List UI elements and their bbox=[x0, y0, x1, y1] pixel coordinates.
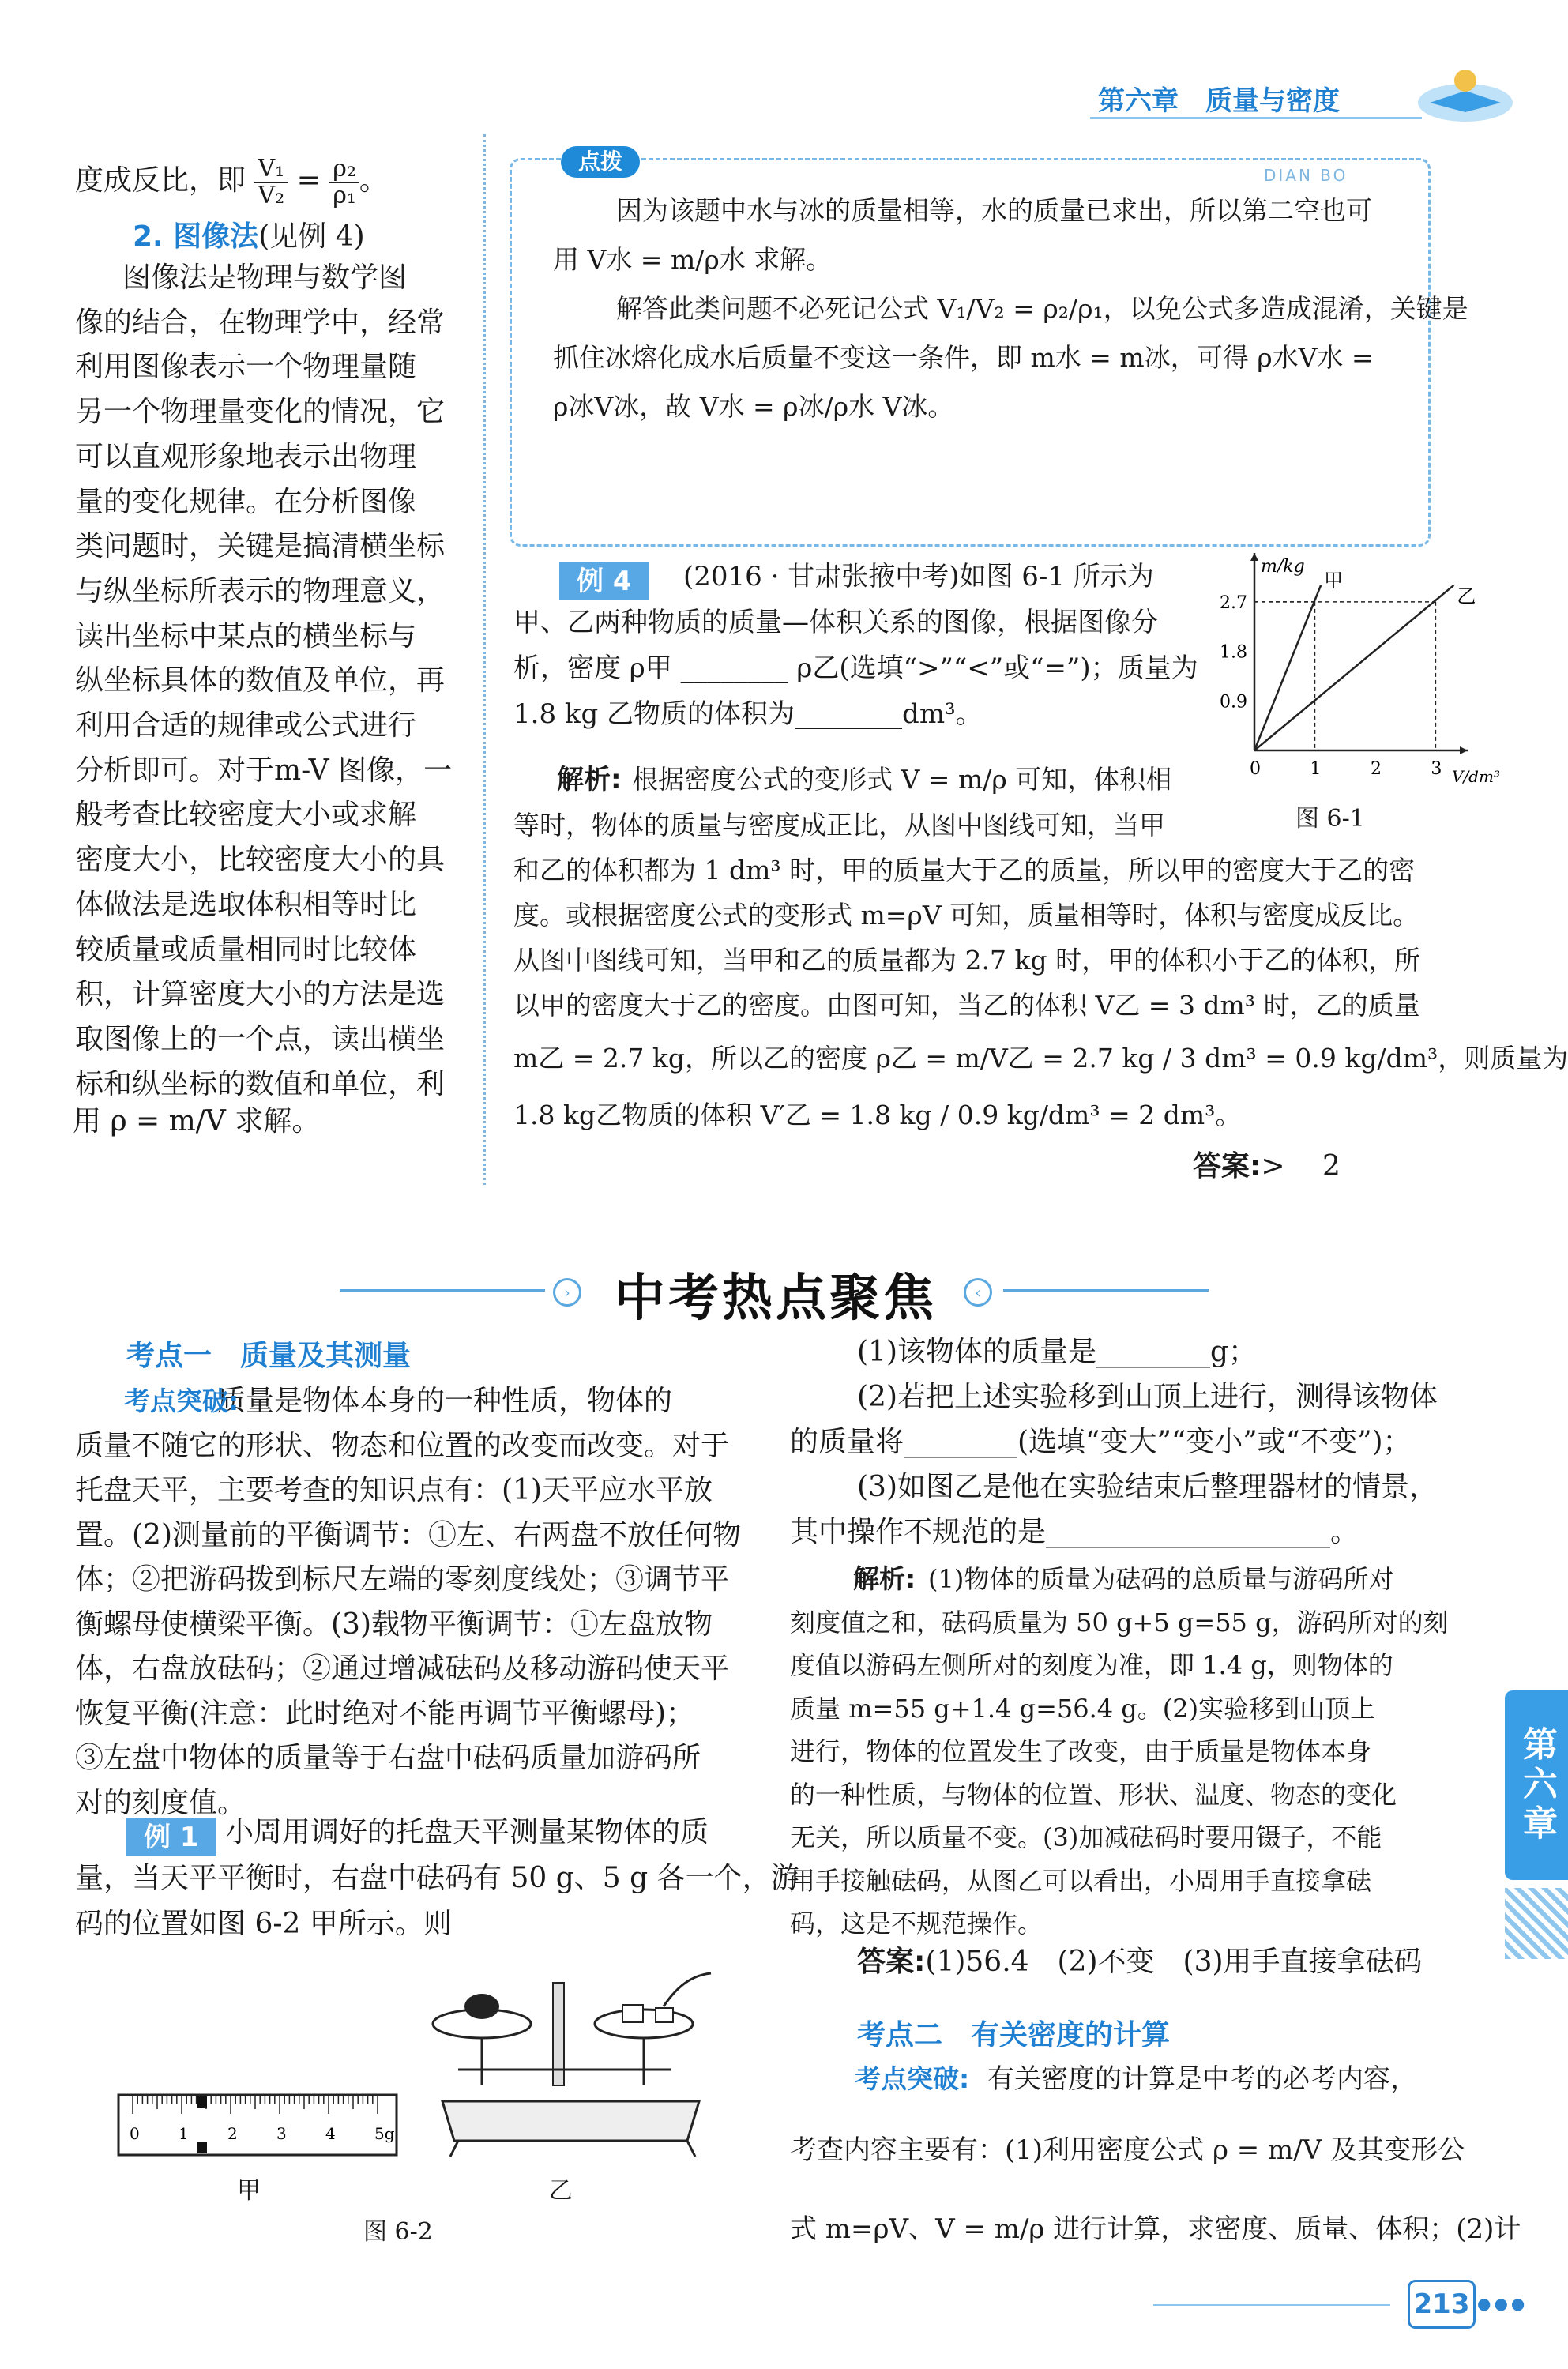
side-tab-stripe bbox=[1505, 1888, 1568, 1959]
y-tick-label: 0.9 bbox=[1220, 692, 1247, 713]
text-line: 体，右盘放砝码；②通过增减砝码及移动游码使天平 bbox=[75, 1653, 730, 1685]
page-number: 213 bbox=[1408, 2280, 1476, 2329]
x-axis-label: V/dm³ bbox=[1452, 767, 1500, 786]
text-line: 量的变化规律。在分析图像 bbox=[75, 485, 417, 518]
x-tick-label: 1 bbox=[1310, 759, 1322, 779]
text-line: 析，密度 ρ甲 ________ ρ乙(选填“>”“<”或“=”)；质量为 bbox=[513, 652, 1198, 684]
text-line: 以甲的密度大于乙的密度。由图可知，当乙的体积 V乙 = 3 dm³ 时，乙的质量 bbox=[513, 990, 1420, 1021]
text-line: 质量 m=55 g+1.4 g=56.4 g。(2)实验移到山顶上 bbox=[790, 1693, 1376, 1724]
arrow-left-icon: ‹ bbox=[964, 1278, 992, 1307]
text-line: 质量不随它的形状、物态和位置的改变而改变。对于 bbox=[75, 1429, 730, 1462]
example4-answer: 答案:> 2 bbox=[1193, 1150, 1341, 1183]
text-line: 因为该题中水与冰的质量相等，水的质量已求出，所以第二空也可 bbox=[616, 195, 1372, 226]
figure-6-2-caption: 图 6-2 bbox=[363, 2218, 433, 2246]
text-line: 度值以游码左侧所对的刻度为准，即 1.4 g，则物体的 bbox=[790, 1650, 1393, 1680]
text-line: 般考查比较密度大小或求解 bbox=[75, 799, 417, 832]
text-line: 质量是物体本身的一种性质，物体的 bbox=[217, 1385, 673, 1417]
label-jia: 甲 bbox=[237, 2177, 261, 2205]
text-line: 对的刻度值。 bbox=[75, 1786, 246, 1819]
y-tick-label: 1.8 bbox=[1220, 642, 1247, 663]
text-line: 度。或根据密度公式的变形式 m=ρV 可知，质量相等时，体积与密度成反比。 bbox=[513, 900, 1419, 931]
section-title: 中考热点聚焦 bbox=[615, 1269, 937, 1328]
text-line: 刻度值之和，砝码质量为 50 g+5 g=55 g，游码所对的刻 bbox=[790, 1607, 1449, 1638]
text-line: 读出坐标中某点的横坐标与 bbox=[75, 619, 417, 652]
text-line: 1.8 kg乙物质的体积 V′乙 = 1.8 kg / 0.9 kg/dm³ = 2 dm³。 bbox=[513, 1100, 1242, 1130]
text-line: 纵坐标具体的数值及单位，再 bbox=[75, 664, 446, 698]
kaodian1-title: 考点一 质量及其测量 bbox=[126, 1340, 412, 1372]
series-line bbox=[1254, 585, 1321, 750]
text-line: 像的结合，在物理学中，经常 bbox=[75, 306, 446, 339]
text-line: (2016 · 甘肃张掖中考)如图 6-1 所示为 bbox=[683, 561, 1154, 592]
ruler-tick-label: 4 bbox=[325, 2124, 336, 2143]
method-heading: 2. 图像法(见例 4) bbox=[133, 220, 365, 253]
chapter-side-tab: 第六章 bbox=[1505, 1690, 1568, 1880]
text-line: 和乙的体积都为 1 dm³ 时，甲的质量大于乙的质量，所以甲的密度大于乙的密 bbox=[513, 855, 1416, 886]
text-line: 置。(2)测量前的平衡调节：①左、右两盘不放任何物 bbox=[75, 1518, 741, 1551]
text-line: 标和纵坐标的数值和单位，利 bbox=[75, 1067, 446, 1100]
x-axis-arrow-icon bbox=[1460, 746, 1468, 754]
text-line: (3)如图乙是他在实验结束后整理器材的情景， bbox=[857, 1471, 1438, 1503]
y-tick-label: 2.7 bbox=[1220, 592, 1247, 613]
text-line: 积，计算密度大小的方法是选 bbox=[75, 978, 446, 1011]
label-yi: 乙 bbox=[549, 2177, 573, 2205]
text-line: 有关密度的计算是中考的必考内容， bbox=[987, 2063, 1417, 2095]
ruler-tick-label: 1 bbox=[179, 2124, 189, 2143]
text-line: 码，这是不规范操作。 bbox=[790, 1908, 1043, 1938]
ruler-tick-label: 3 bbox=[276, 2124, 287, 2143]
text-line: 另一个物理量变化的情况，它 bbox=[75, 396, 446, 429]
text-line: 解答此类问题不必死记公式 V₁/V₂ = ρ₂/ρ₁，以免公式多造成混淆，关键是 bbox=[616, 293, 1468, 324]
text-line: (2)若把上述实验移到山顶上进行，测得该物体 bbox=[857, 1381, 1438, 1413]
text-line: ③左盘中物体的质量等于右盘中砝码质量加游码所 bbox=[75, 1742, 701, 1774]
text-line: 体；②把游码拨到标尺左端的零刻度线处；③调节平 bbox=[75, 1563, 730, 1596]
text-line: 用手接触砝码，从图乙可以看出，小周用手直接拿砝 bbox=[790, 1865, 1372, 1896]
chapter-header: 第六章 质量与密度 bbox=[1098, 85, 1340, 117]
ruler-tick-label: 5g bbox=[374, 2124, 395, 2143]
ruler-tick-label: 2 bbox=[227, 2124, 238, 2143]
text-line: 根据密度公式的变形式 V = m/ρ 可知，体积相 bbox=[632, 764, 1172, 795]
text-line: 其中操作不规范的是____________________。 bbox=[790, 1516, 1359, 1548]
kaodian2-title: 考点二 有关密度的计算 bbox=[857, 2019, 1171, 2051]
x-tick-label: 3 bbox=[1431, 759, 1442, 779]
book-logo-icon bbox=[1406, 63, 1525, 126]
text-line: 类问题时，关键是搞清横坐标 bbox=[75, 530, 446, 563]
series-label: 乙 bbox=[1457, 585, 1476, 607]
series-label: 甲 bbox=[1324, 569, 1344, 592]
example1-tag: 例 1 bbox=[126, 1818, 216, 1856]
text-line: 衡螺母使横梁平衡。(3)载物平衡调节：①左盘放物 bbox=[75, 1608, 713, 1641]
rider-scale bbox=[117, 2093, 401, 2160]
text-line: 可以直观形象地表示出物理 bbox=[75, 440, 417, 473]
column-divider bbox=[483, 134, 486, 1185]
text-line: 从图中图线可知，当甲和乙的质量都为 2.7 kg 时，甲的体积小于乙的体积，所 bbox=[513, 945, 1421, 976]
text-line: 考查内容主要有：(1)利用密度公式 ρ = m/V 及其变形公 bbox=[790, 2134, 1465, 2166]
text-line: 等时，物体的质量与密度成正比，从图中图线可知，当甲 bbox=[513, 810, 1165, 840]
example4-tag: 例 4 bbox=[559, 562, 649, 600]
text-line: 的质量将________(选填“变大”“变小”或“不变”)； bbox=[790, 1426, 1412, 1458]
text-line: (1)物体的质量为砝码的总质量与游码所对 bbox=[928, 1564, 1394, 1594]
text-line: 较质量或质量相同时比较体 bbox=[75, 933, 417, 966]
rider-marker bbox=[197, 2096, 207, 2108]
text-line: 与纵坐标所表示的物理意义， bbox=[75, 574, 446, 607]
y-axis-arrow-icon bbox=[1250, 553, 1258, 561]
text-line: 体做法是选取体积相等时比 bbox=[75, 888, 417, 921]
text-line: 式 m=ρV、V = m/ρ 进行计算，求密度、质量、体积；(2)计 bbox=[790, 2213, 1521, 2245]
text-line: 恢复平衡(注意：此时绝对不能再调节平衡螺母)； bbox=[75, 1697, 695, 1730]
example1-answer: 答案:(1)56.4 (2)不变 (3)用手直接拿砝码 bbox=[857, 1946, 1423, 1978]
text-line: 无关，所以质量不变。(3)加减砝码时要用镊子，不能 bbox=[790, 1822, 1382, 1852]
text-line: 抓住冰熔化成水后质量不变这一条件，即 m水 = m冰，可得 ρ水V水 = bbox=[553, 342, 1374, 373]
arrow-right-icon: › bbox=[553, 1278, 581, 1307]
banner-line-left bbox=[340, 1289, 545, 1292]
text-line: 密度大小，比较密度大小的具 bbox=[75, 844, 446, 877]
text-line: m乙 = 2.7 kg，所以乙的密度 ρ乙 = m/V乙 = 2.7 kg / 3 dm³ = 0.9 kg/dm³，则质量为 bbox=[513, 1043, 1568, 1074]
text-line: 码的位置如图 6-2 甲所示。则 bbox=[75, 1908, 452, 1940]
dianbo-en-label: DIAN BO bbox=[1264, 166, 1348, 185]
text-line: 小周用调好的托盘天平测量某物体的质 bbox=[225, 1816, 709, 1848]
text-line: 进行，物体的位置发生了改变，由于质量是物体本身 bbox=[790, 1736, 1372, 1766]
text-line: 甲、乙两种物质的质量—体积关系的图像，根据图像分 bbox=[513, 607, 1158, 638]
text-line: 分析即可。对于m-V 图像，一 bbox=[75, 754, 453, 787]
text-line: 量，当天平平衡时，右盘中砝码有 50 g、5 g 各一个，游 bbox=[75, 1862, 799, 1894]
chart-caption: 图 6-1 bbox=[1295, 805, 1365, 833]
analysis-label: 解析: bbox=[557, 764, 622, 795]
banner-line-right bbox=[1003, 1289, 1209, 1292]
x-tick-label: 0 bbox=[1250, 759, 1261, 779]
method-last-line: 用 ρ = m/V 求解。 bbox=[73, 1105, 321, 1137]
text-line: ρ冰V冰，故 V水 = ρ冰/ρ水 V冰。 bbox=[553, 391, 954, 422]
dianbo-tag: 点拨 bbox=[561, 146, 640, 178]
ruler-tick-label: 0 bbox=[130, 2124, 140, 2143]
footer-rule bbox=[1153, 2304, 1390, 2306]
page-dots-icon: ●●● bbox=[1477, 2294, 1529, 2313]
text-line: 利用图像表示一个物理量随 bbox=[75, 351, 417, 384]
text-line: 的一种性质，与物体的位置、形状、温度、物态的变化 bbox=[790, 1779, 1397, 1810]
text-line: 取图像上的一个点，读出横坐 bbox=[75, 1022, 446, 1055]
y-axis-label: m/kg bbox=[1261, 557, 1305, 577]
balance-illustration bbox=[427, 1967, 719, 2164]
text-line: 图像法是物理与数学图 bbox=[122, 261, 408, 294]
x-tick-label: 2 bbox=[1370, 759, 1382, 779]
kaodian1-break-label: 考点突破: bbox=[124, 1386, 239, 1416]
series-line bbox=[1254, 585, 1453, 750]
intro-line: 度成反比，即 $\frac{\text{V₁}}{\text{V₂}}$ = $\frac{\text{ρ₂}}{\text{ρ₁}}$ 。 bbox=[75, 155, 388, 209]
mass-volume-chart bbox=[1216, 553, 1500, 837]
kaodian2-break-label: 考点突破: bbox=[855, 2063, 970, 2094]
text-line: 托盘天平，主要考查的知识点有：(1)天平应水平放 bbox=[75, 1474, 713, 1506]
text-line: 1.8 kg 乙物质的体积为________dm³。 bbox=[513, 698, 983, 730]
text-line: 用 V水 = m/ρ水 求解。 bbox=[553, 244, 833, 275]
text-line: (1)该物体的质量是________g； bbox=[857, 1336, 1258, 1368]
text-line: 利用合适的规律或公式进行 bbox=[75, 709, 417, 742]
header-rule bbox=[1090, 117, 1422, 119]
analysis-label: 解析: bbox=[853, 1563, 916, 1594]
